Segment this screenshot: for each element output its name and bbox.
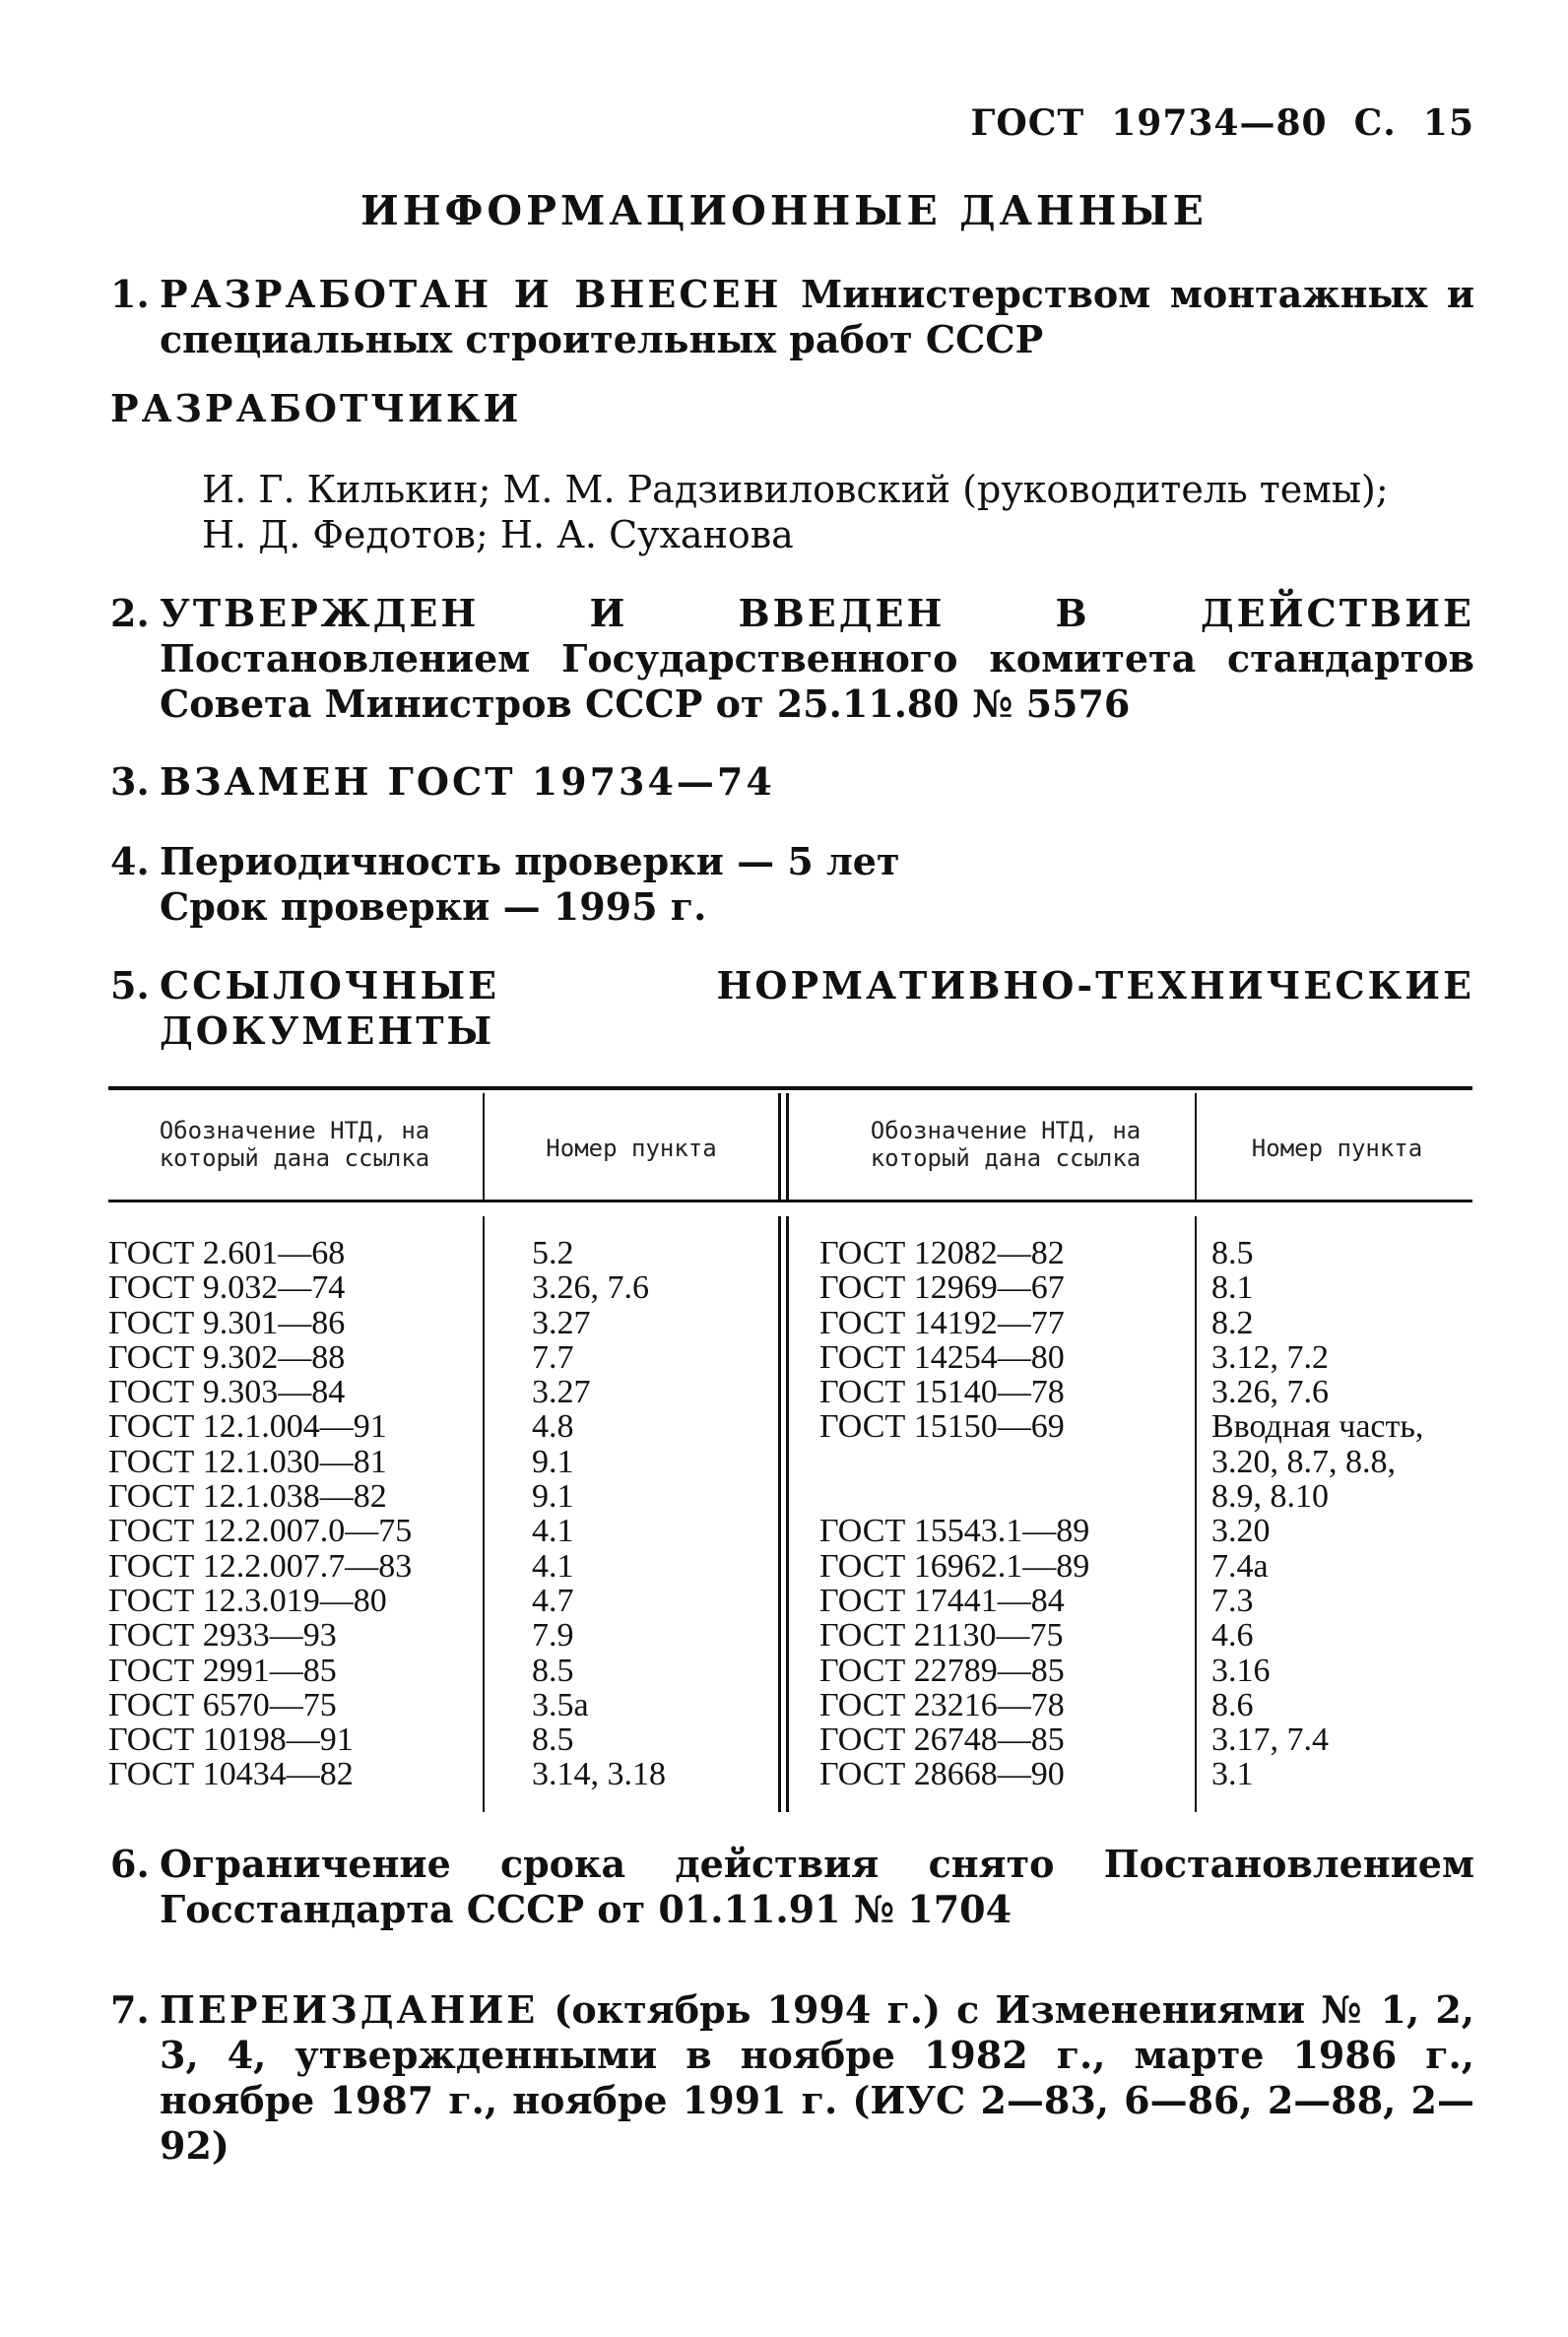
right-item-numbers (1211, 1236, 1423, 1792)
cell-designation: ГОСТ 23216—78 (819, 1686, 1065, 1723)
cell-item-number: 8.1 (1211, 1269, 1254, 1307)
cell-designation: ГОСТ 15543.1—89 (819, 1513, 1090, 1550)
left-item-numbers (532, 1236, 666, 1792)
cell-item-number: 3.1 (1211, 1756, 1254, 1793)
cell-designation: ГОСТ 12.1.004—91 (108, 1408, 387, 1446)
cell-item-number: 8.6 (1211, 1686, 1254, 1723)
cell-item-number: 8.9, 8.10 (1211, 1478, 1329, 1516)
item-text: Срок проверки — 1995 г. (160, 884, 707, 929)
item-number: 5. (110, 963, 150, 1007)
cell-designation: ГОСТ 12.1.030—81 (108, 1443, 387, 1480)
item-developed (110, 272, 1474, 362)
cell-item-number: 3.17, 7.4 (1211, 1721, 1329, 1759)
item-references (110, 963, 1474, 1054)
cell-item-number: 3.26, 7.6 (1211, 1374, 1329, 1411)
cell-designation: ГОСТ 12.3.019—80 (108, 1582, 387, 1619)
item-text: ССЫЛОЧНЫЕ НОРМАТИВНО-ТЕХНИЧЕСКИЕ ДОКУМЕНТЫ (160, 963, 1474, 1053)
item-number: 7. (110, 1987, 150, 2032)
cell-item-number: 3.12, 7.2 (1211, 1338, 1329, 1376)
cell-designation: ГОСТ 12.2.007.7—83 (108, 1547, 413, 1585)
header-item-number: Номер пункта (546, 1135, 717, 1162)
cell-designation: ГОСТ 10198—91 (108, 1721, 354, 1759)
item-reissue (110, 1987, 1474, 2169)
cell-designation: ГОСТ 17441—84 (819, 1582, 1065, 1619)
left-designations (108, 1236, 412, 1792)
developers-line: Н. Д. Федотов; Н. А. Суханова (202, 513, 794, 556)
cell-item-number: 4.6 (1211, 1617, 1254, 1655)
item-limitation (110, 1842, 1474, 1932)
cell-designation: ГОСТ 21130—75 (819, 1617, 1064, 1655)
cell-item-number: 4.1 (532, 1547, 574, 1585)
item-text: Министерством монтажных и специальных строительных работ СССР (160, 272, 1474, 361)
cell-item-number: 3.27 (532, 1374, 591, 1411)
cell-designation: ГОСТ 2933—93 (108, 1617, 337, 1655)
cell-item-number: 4.8 (532, 1408, 574, 1446)
right-designations (819, 1236, 1089, 1792)
table-double-divider (778, 1216, 781, 1812)
item-text: (октябрь 1994 г.) с Изменениями № 1, 2, 3, 4, утвержденными в ноябре 1982 г., марте 1986 г., ноябре 1987 г., ноябре 1991 г. (ИУС 2—83, 6—86, 2—88, 2—92) (160, 1987, 1474, 2168)
cell-item-number: 8.5 (1211, 1235, 1254, 1271)
item-number: 6. (110, 1842, 150, 1886)
cell-designation: ГОСТ 22789—85 (819, 1652, 1065, 1689)
item-lead: ПЕРЕИЗДАНИЕ (160, 1987, 539, 2032)
cell-designation: ГОСТ 10434—82 (108, 1756, 354, 1793)
table-double-divider (786, 1093, 789, 1200)
page-header: ГОСТ 19734—80 С. 15 (970, 102, 1474, 144)
cell-item-number: 5.2 (532, 1235, 574, 1271)
developers-heading: РАЗРАБОТЧИКИ (110, 386, 522, 430)
cell-item-number: 3.20 (1211, 1513, 1271, 1550)
cell-item-number: 7.9 (532, 1617, 574, 1655)
table-double-divider (778, 1093, 781, 1200)
item-replaces (110, 759, 1474, 805)
cell-designation: ГОСТ 2991—85 (108, 1652, 337, 1689)
cell-designation: ГОСТ 9.303—84 (108, 1374, 346, 1411)
header-item-number: Номер пункта (1251, 1135, 1423, 1162)
cell-designation: ГОСТ 12969—67 (819, 1269, 1065, 1307)
table-header-rule (108, 1200, 1472, 1202)
cell-designation: ГОСТ 15140—78 (819, 1374, 1065, 1411)
cell-item-number: 3.16 (1211, 1652, 1271, 1689)
table-double-divider (786, 1216, 789, 1812)
item-number: 3. (110, 759, 150, 804)
item-text: Ограничение срока действия снято Постановлением Госстандарта СССР от 01.11.91 № 1704 (160, 1842, 1474, 1931)
cell-designation: ГОСТ 9.301—86 (108, 1304, 346, 1341)
cell-item-number: 3.26, 7.6 (532, 1269, 649, 1307)
developers-line: И. Г. Килькин; М. М. Радзивиловский (руководитель темы); (202, 468, 1389, 511)
table-top-rule (108, 1086, 1472, 1090)
item-number: 2. (110, 591, 150, 635)
column-divider (1195, 1216, 1197, 1812)
cell-designation: ГОСТ 12.2.007.0—75 (108, 1513, 413, 1550)
item-number: 4. (110, 839, 150, 883)
cell-item-number: 4.1 (532, 1513, 574, 1550)
cell-item-number: 9.1 (532, 1443, 574, 1480)
item-approved (110, 591, 1474, 727)
header-designation: Обозначение НТД, на который дана ссылка (870, 1117, 1142, 1172)
cell-item-number: 3.5а (532, 1686, 589, 1723)
cell-designation (819, 1479, 1089, 1514)
page-title: ИНФОРМАЦИОННЫЕ ДАННЫЕ (360, 187, 1208, 234)
cell-item-number: 7.3 (1211, 1582, 1254, 1619)
cell-designation: ГОСТ 9.032—74 (108, 1269, 346, 1307)
cell-item-number: 7.4а (1211, 1547, 1269, 1585)
item-text: ВЗАМЕН ГОСТ 19734—74 (160, 759, 775, 804)
item-text: Постановлением Государственного комитета стандартов Совета Министров СССР от 25.11.80 № 5576 (160, 636, 1474, 726)
cell-designation: ГОСТ 14192—77 (819, 1304, 1065, 1341)
developers-list (202, 467, 1472, 557)
header-designation: Обозначение НТД, на который дана ссылка (159, 1117, 430, 1172)
cell-item-number: 3.20, 8.7, 8.8, (1211, 1443, 1396, 1480)
column-divider (483, 1093, 485, 1200)
cell-designation: ГОСТ 15150—69 (819, 1408, 1065, 1446)
column-divider (483, 1216, 485, 1812)
item-text: Периодичность проверки — 5 лет (160, 839, 900, 883)
cell-item-number: 8.2 (1211, 1304, 1254, 1341)
cell-designation: ГОСТ 12082—82 (819, 1235, 1065, 1271)
cell-designation: ГОСТ 2.601—68 (108, 1235, 346, 1271)
cell-designation: ГОСТ 12.1.038—82 (108, 1478, 387, 1516)
cell-designation: ГОСТ 6570—75 (108, 1686, 337, 1723)
cell-item-number: 4.7 (532, 1582, 574, 1619)
cell-item-number: 8.5 (532, 1721, 574, 1759)
cell-item-number: 3.27 (532, 1304, 591, 1341)
item-periodicity (110, 839, 1474, 930)
item-lead: УТВЕРЖДЕН И ВВЕДЕН В ДЕЙСТВИЕ (160, 591, 1474, 635)
cell-item-number: 9.1 (532, 1478, 574, 1516)
item-lead: РАЗРАБОТАН И ВНЕСЕН (160, 272, 782, 316)
cell-designation: ГОСТ 16962.1—89 (819, 1547, 1090, 1585)
cell-designation: ГОСТ 26748—85 (819, 1721, 1065, 1759)
cell-designation: ГОСТ 9.302—88 (108, 1338, 346, 1376)
cell-designation (819, 1445, 1089, 1479)
cell-item-number: 7.7 (532, 1338, 574, 1376)
cell-item-number: 8.5 (532, 1652, 574, 1689)
column-divider (1195, 1093, 1197, 1200)
item-number: 1. (110, 272, 150, 316)
cell-item-number: Вводная часть, (1211, 1408, 1424, 1446)
cell-designation: ГОСТ 14254—80 (819, 1338, 1065, 1376)
cell-item-number: 3.14, 3.18 (532, 1756, 666, 1793)
cell-designation: ГОСТ 28668—90 (819, 1756, 1065, 1793)
